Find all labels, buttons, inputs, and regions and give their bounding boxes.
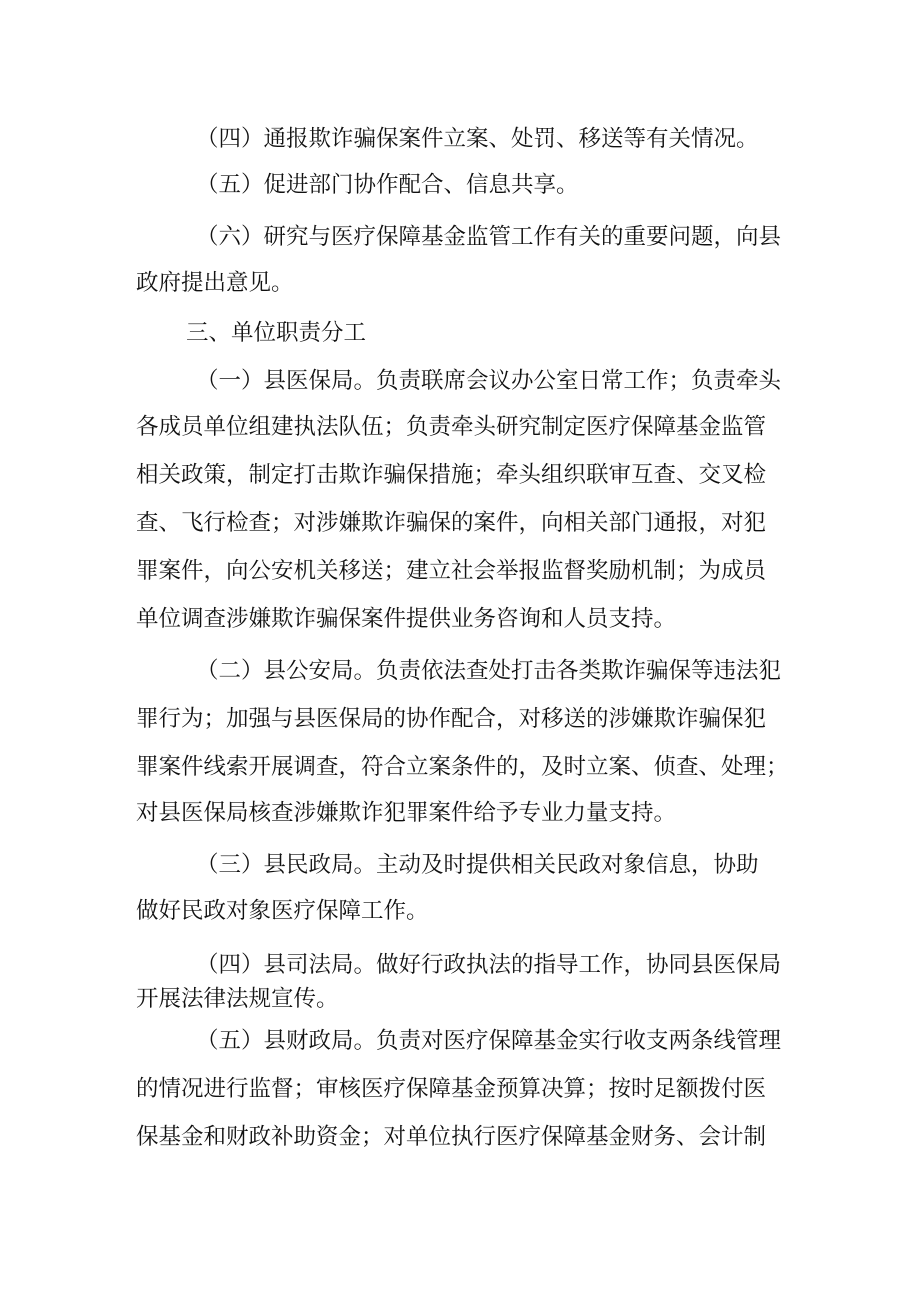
section-heading: 三、单位职责分工 [186, 320, 367, 346]
paragraph-line: 对县医保局核查涉嫌欺诈犯罪案件给予专业力量支持。 [136, 800, 677, 826]
paragraph-line: （四）通报欺诈骗保案件立案、处罚、移送等有关情况。 [196, 126, 759, 152]
paragraph-line: 罪行为；加强与县医保局的协作配合，对移送的涉嫌欺诈骗保犯 [136, 706, 767, 732]
paragraph-line: 各成员单位组建执法队伍；负责牵头研究制定医疗保障基金监管 [136, 414, 767, 440]
paragraph-line: （五）县财政局。负责对医疗保障基金实行收支两条线管理 [196, 1028, 782, 1054]
paragraph-line: （一）县医保局。负责联席会议办公室日常工作；负责牵头 [196, 368, 782, 394]
paragraph-line: 查、飞行检查；对涉嫌欺诈骗保的案件，向相关部门通报，对犯 [136, 510, 767, 536]
paragraph-line: 的情况进行监督；审核医疗保障基金预算决算；按时足额拨付医 [136, 1076, 767, 1102]
paragraph-line: 做好民政对象医疗保障工作。 [136, 898, 429, 924]
paragraph-line: 相关政策，制定打击欺诈骗保措施；牵头组织联审互查、交叉检 [136, 462, 767, 488]
paragraph-line: （五）促进部门协作配合、信息共享。 [196, 172, 579, 198]
paragraph-line: 罪案件，向公安机关移送；建立社会举报监督奖励机制；为成员 [136, 558, 767, 584]
paragraph-line: 开展法律法规宣传。 [136, 986, 339, 1012]
paragraph-line: （六）研究与医疗保障基金监管工作有关的重要问题，向县 [196, 224, 782, 250]
paragraph-line: 保基金和财政补助资金；对单位执行医疗保障基金财务、会计制 [136, 1124, 767, 1150]
paragraph-line: （二）县公安局。负责依法查处打击各类欺诈骗保等违法犯 [196, 658, 782, 684]
paragraph-line: 单位调查涉嫌欺诈骗保案件提供业务咨询和人员支持。 [136, 606, 677, 632]
paragraph-line: （四）县司法局。做好行政执法的指导工作，协同县医保局 [196, 952, 782, 978]
paragraph-line: 政府提出意见。 [136, 270, 294, 296]
paragraph-line: （三）县民政局。主动及时提供相关民政对象信息，协助 [196, 852, 759, 878]
paragraph-line: 罪案件线索开展调查，符合立案条件的，及时立案、侦查、处理； [136, 754, 789, 780]
